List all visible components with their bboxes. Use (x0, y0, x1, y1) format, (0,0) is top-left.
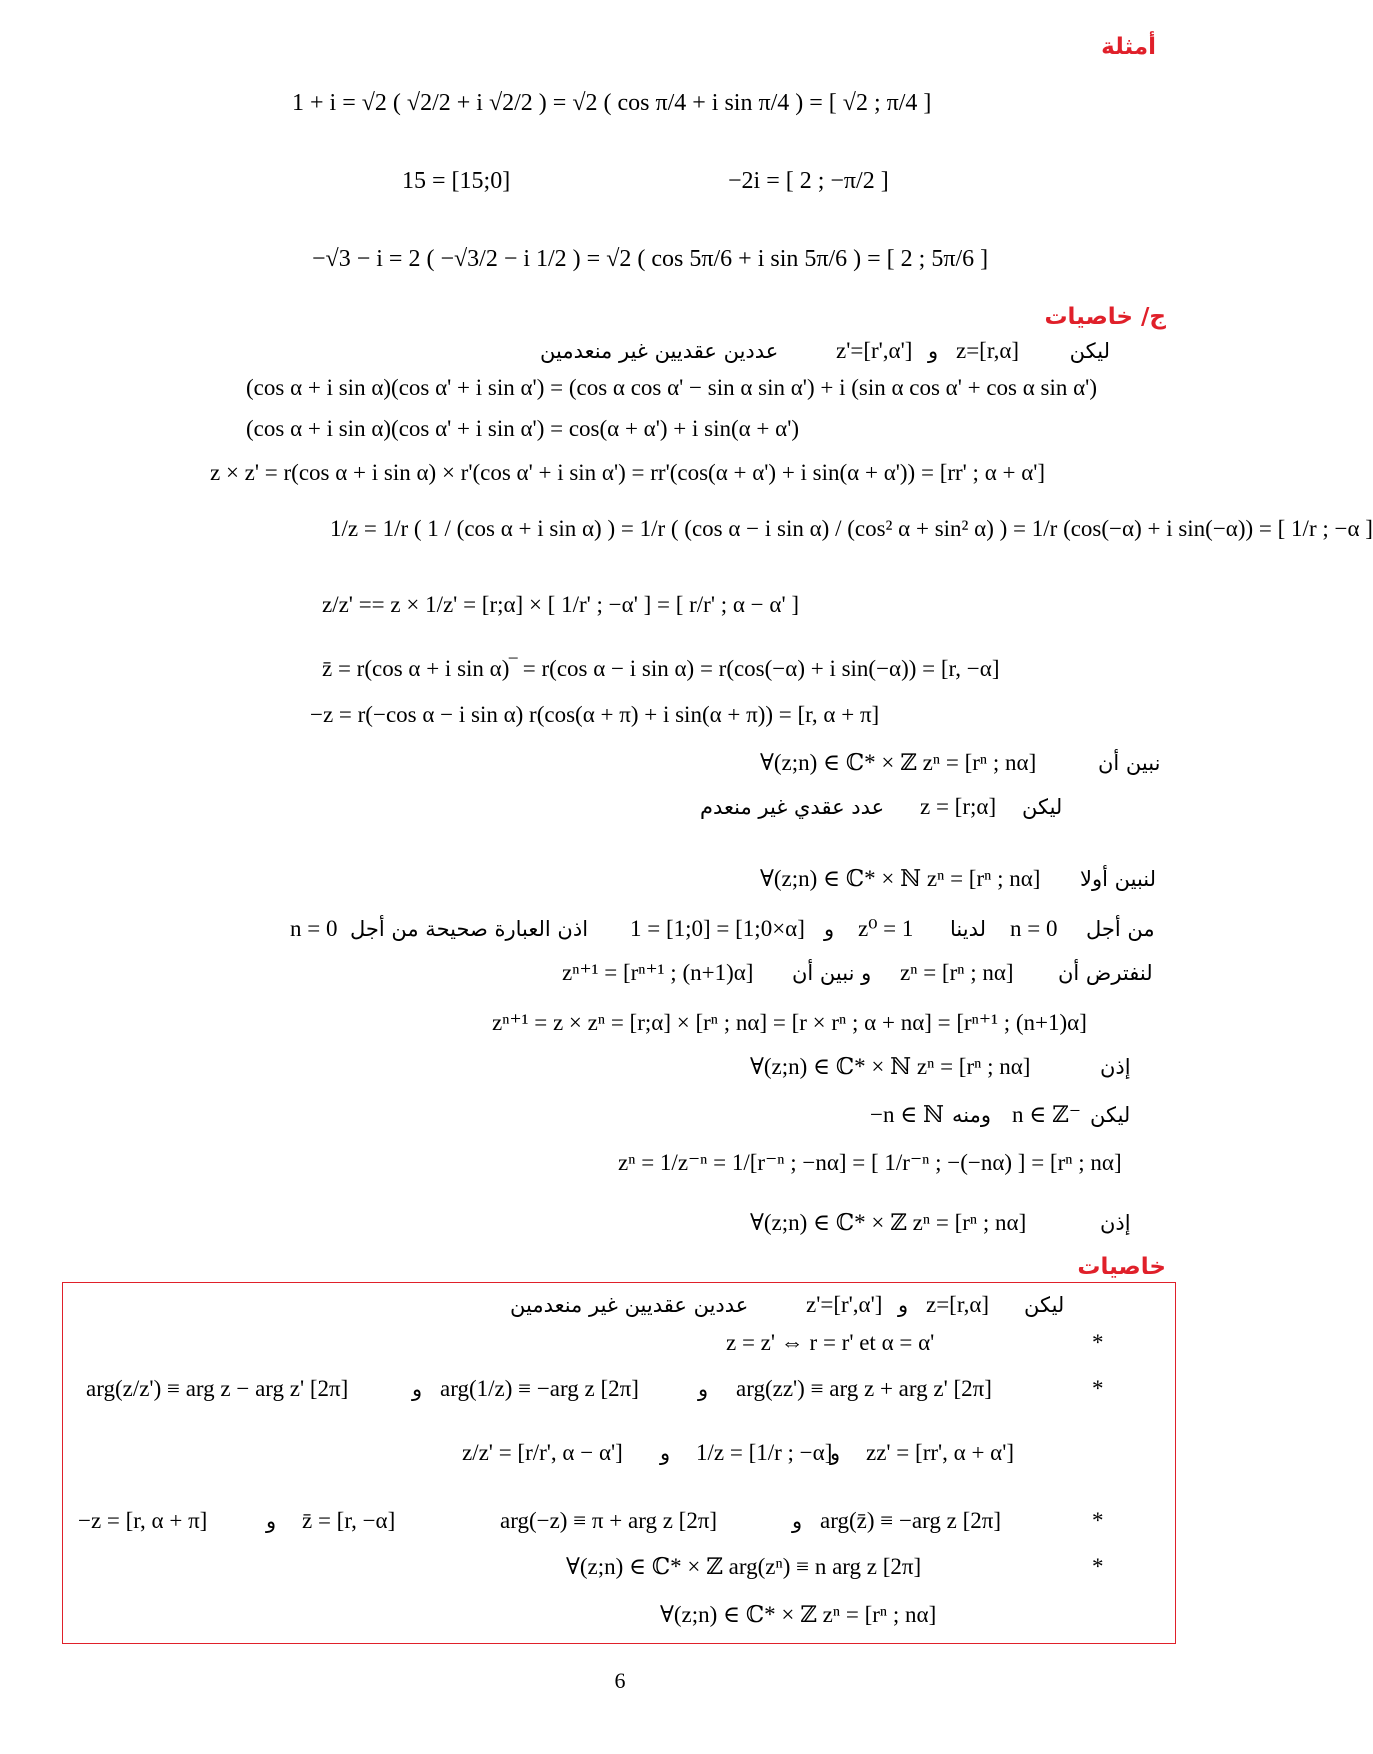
base-identity: 1 = [1;0] = [1;0×α] (630, 916, 805, 941)
base-and: و (824, 917, 835, 941)
conj-and-1: و (792, 1509, 803, 1533)
mod-and-1: و (830, 1441, 841, 1465)
assume-math: zⁿ = [rⁿ ; nα] (900, 960, 1014, 985)
neg-minus-n: −n ∈ ℕ (870, 1102, 945, 1127)
arg-conjugate: arg(z̄) ≡ −arg z [2π] (820, 1508, 1002, 1533)
assume-target: zⁿ⁺¹ = [rⁿ⁺¹ ; (n+1)α] (562, 960, 754, 985)
bullet-1: * (1092, 1330, 1104, 1355)
then-label-n: إذن (1100, 1055, 1131, 1079)
then-math-z: ∀(z;n) ∈ ℂ* × ℤ zⁿ = [rⁿ ; nα] (750, 1210, 1027, 1235)
example-3: −2i = [ 2 ; −π/2 ] (728, 168, 889, 194)
prop-line-5: z/z' == z × 1/z' = [r;α] × [ 1/r' ; −α' ] = [ r/r' ; α − α' ] (322, 592, 799, 617)
let-word: ليكن (1069, 339, 1110, 363)
proof-first-label: لنبين أولا (1080, 867, 1157, 891)
prop-line-6: z̄ = r(cos α + i sin α)‾ = r(cos α − i sin α) = r(cos(−α) + i sin(−α)) = [r, −α] (322, 656, 1000, 681)
neg-n: n ∈ ℤ⁻ (1012, 1102, 1081, 1127)
box-z: z=[r,α] (926, 1292, 990, 1317)
box-zp: z'=[r',α'] (806, 1292, 883, 1317)
bullet-2: * (1092, 1376, 1104, 1401)
let-zp: z'=[r',α'] (836, 338, 913, 363)
bullet-3: * (1092, 1508, 1104, 1533)
example-4: −√3 − i = 2 ( −√3/2 − i 1/2 ) = √2 ( cos 5π/6 + i sin 5π/6 ) = [ 2 ; 5π/6 ] (312, 246, 989, 272)
then-label-z: إذن (1100, 1211, 1131, 1235)
base-from: من أجل (1086, 917, 1155, 941)
base-conclusion: اذن العبارة صحيحة من أجل (350, 917, 589, 941)
prop-line-4: 1/z = 1/r ( 1 / (cos α + i sin α) ) = 1/r ( (cos α − i sin α) / (cos² α + sin² α) ) = 1/r (cos(−α) + i sin(−α)) = [ 1/r ; −α ] (330, 516, 1373, 541)
base-we-have: لدينا (950, 917, 987, 941)
let-description: عددين عقديين غير منعدمين (540, 339, 779, 363)
mod-product: zz' = [rr', α + α'] (866, 1440, 1015, 1465)
neg-hence: ومنه (952, 1103, 991, 1127)
arg-and-2: و (412, 1377, 423, 1401)
example-2: 15 = [15;0] (402, 168, 511, 194)
induction-step: zⁿ⁺¹ = z × zⁿ = [r;α] × [rⁿ ; nα] = [r × rⁿ ; α + nα] = [rⁿ⁺¹ ; (n+1)α] (492, 1010, 1087, 1035)
proof-show-label: نبين أن (1098, 751, 1161, 775)
power-form: ∀(z;n) ∈ ℂ* × ℤ zⁿ = [rⁿ ; nα] (660, 1602, 937, 1627)
opposite-form: −z = [r, α + π] (78, 1508, 208, 1533)
box-description: عددين عقديين غير منعدمين (510, 1293, 749, 1317)
properties-heading: ج/ خاصيات (1044, 304, 1166, 330)
arg-power: ∀(z;n) ∈ ℂ* × ℤ arg(zⁿ) ≡ n arg z [2π] (566, 1554, 922, 1579)
let-z: z=[r,α] (956, 338, 1020, 363)
mod-and-2: و (660, 1441, 671, 1465)
proof-let-math: z = [r;α] (920, 794, 997, 819)
neg-let: ليكن (1090, 1103, 1131, 1127)
conj-and-2: و (266, 1509, 277, 1533)
prop-line-7: −z = r(−cos α − i sin α) r(cos(α + π) + i sin(α + π)) = [r, α + π] (310, 702, 880, 727)
prop-line-2: (cos α + i sin α)(cos α' + i sin α') = cos(α + α') + i sin(α + α') (246, 416, 799, 441)
neg-calculation: zⁿ = 1/z⁻ⁿ = 1/[r⁻ⁿ ; −nα] = [ 1/r⁻ⁿ ; −(−nα) ] = [rⁿ ; nα] (618, 1150, 1122, 1175)
conjugate-form: z̄ = [r, −α] (302, 1508, 396, 1533)
arg-product: arg(zz') ≡ arg z + arg z' [2π] (736, 1376, 992, 1401)
prop-line-1: (cos α + i sin α)(cos α' + i sin α') = (cos α cos α' − sin α sin α') + i (sin α cos α' + cos α sin α') (246, 375, 1097, 400)
assume-show: و نبين أن (792, 961, 872, 985)
let-intro-line (1070, 336, 1110, 367)
box-equality: z = z' ⇔ r = r' et α = α' (726, 1330, 935, 1355)
arg-and-1: و (698, 1377, 709, 1401)
summary-heading: خاصيات (1077, 1254, 1166, 1280)
page-number: 6 (614, 1668, 626, 1693)
arg-quotient: arg(z/z') ≡ arg z − arg z' [2π] (86, 1376, 349, 1401)
box-and: و (898, 1293, 909, 1317)
base-n0: n = 0 (1010, 916, 1058, 941)
mod-inverse: 1/z = [1/r ; −α] (696, 1440, 833, 1465)
then-math-n: ∀(z;n) ∈ ℂ* × ℕ zⁿ = [rⁿ ; nα] (750, 1054, 1031, 1079)
proof-first-math: ∀(z;n) ∈ ℂ* × ℕ zⁿ = [rⁿ ; nα] (760, 866, 1041, 891)
arg-opposite: arg(−z) ≡ π + arg z [2π] (500, 1508, 718, 1533)
assume-label: لنفترض أن (1058, 961, 1153, 985)
let-and: و (928, 339, 939, 363)
proof-show-math: ∀(z;n) ∈ ℂ* × ℤ zⁿ = [rⁿ ; nα] (760, 750, 1037, 775)
box-let: ليكن (1024, 1293, 1065, 1317)
prop-line-3: z × z' = r(cos α + i sin α) × r'(cos α' + i sin α') = rr'(cos(α + α') + i sin(α + α')) = [rr' ; α + α'] (210, 460, 1046, 485)
mod-quotient: z/z' = [r/r', α − α'] (462, 1440, 623, 1465)
base-z0: z⁰ = 1 (858, 916, 914, 941)
example-1: 1 + i = √2 ( √2/2 + i √2/2 ) = √2 ( cos π/4 + i sin π/4 ) = [ √2 ; π/4 ] (292, 90, 932, 116)
base-n0-end: n = 0 (290, 916, 338, 941)
examples-heading: أمثلة (1101, 34, 1156, 60)
proof-let-label: ليكن (1022, 795, 1063, 819)
bullet-4: * (1092, 1554, 1104, 1579)
proof-let-desc: عدد عقدي غير منعدم (700, 795, 885, 819)
arg-inverse: arg(1/z) ≡ −arg z [2π] (440, 1376, 639, 1401)
